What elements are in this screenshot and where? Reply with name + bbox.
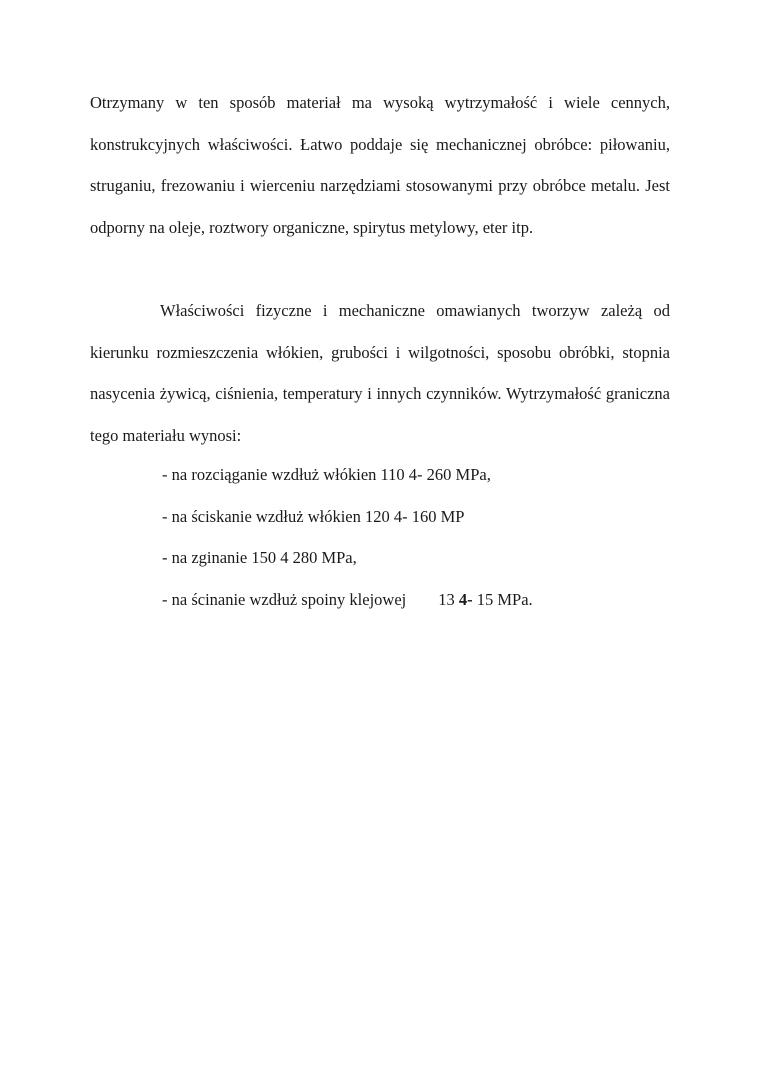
list-item-tension: - na rozciąganie wzdłuż włókien 110 4- 260 MPa, [162, 465, 491, 484]
shear-value-end: 15 MPa. [476, 589, 533, 609]
list-item-shear [162, 579, 533, 621]
shear-separator: 4- [458, 589, 473, 609]
paragraph-material-properties: Otrzymany w ten sposób materiał ma wysoką wytrzymałość i wiele cennych, konstrukcyjnych właściwości. Łatwo poddaje się mechanicznej obróbce: piłowaniu, struganiu, frezowaniu i wierceniu narzędziami stosowanymi przy obróbce metalu. Jest odporny na oleje, roztwory organiczne, spirytus metylowy, eter itp. [90, 93, 670, 237]
shear-value-start: 13 [438, 589, 455, 609]
shear-label: - na ścinanie wzdłuż spoiny klejowej [162, 589, 407, 609]
strength-list [162, 454, 533, 620]
list-item-bending: - na zginanie 150 4 280 MPa, [162, 548, 357, 568]
paragraph-mechanical-properties: Właściwości fizyczne i mechaniczne omawianych tworzyw zależą od kierunku rozmieszczenia włókien, grubości i wilgotności, sposobu obróbki, stopnia nasycenia żywicą, ciśnienia, temperatury i innych czynników. Wytrzymałość graniczna tego materiału wynosi: [90, 301, 670, 445]
list-item-compression: - na ściskanie wzdłuż włókien 120 4- 160 MP [162, 506, 465, 526]
